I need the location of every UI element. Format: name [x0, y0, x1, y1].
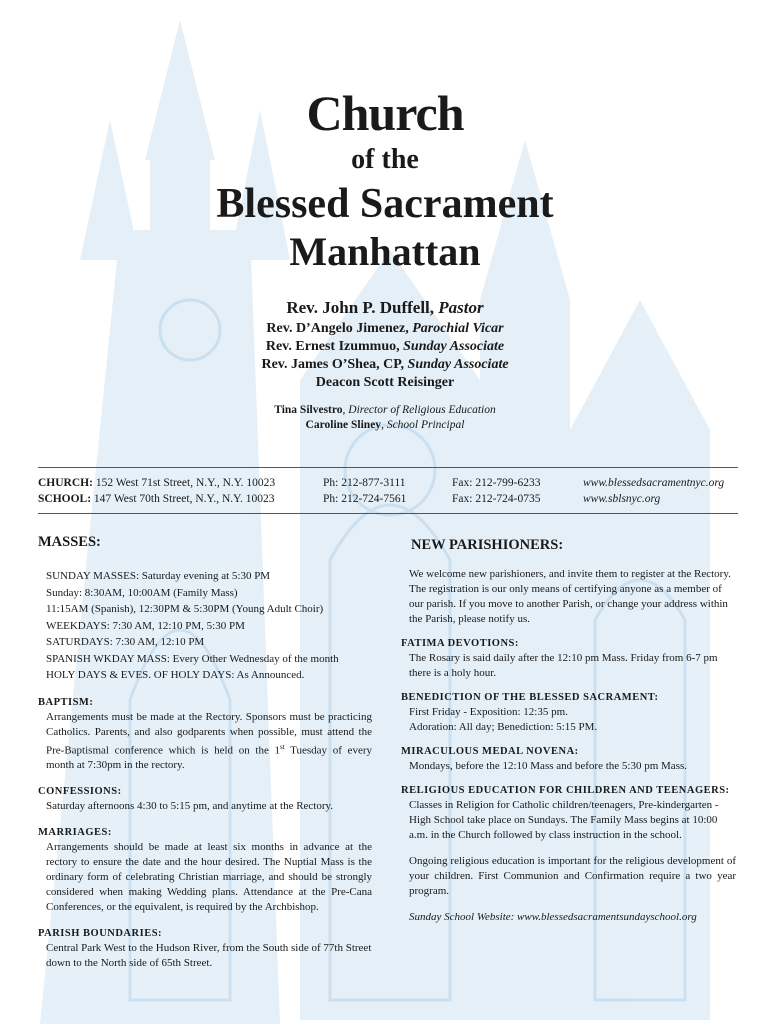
welcome-text: We welcome new parishioners, and invite them to register at the Rectory. The registration is our only means of certifying anyone as a member of our parish. If you move to another Parish, or change your address within the Parish, please notify us. — [409, 568, 731, 625]
baptism-text: Arrangements must be made at the Rectory. Sponsors must be practicing Catholics. Parents, and also godparents when possible, must attend the Pre-Baptismal conference which is held on the 1st Tuesday of every month at 7:30pm in the rectory. — [46, 710, 372, 772]
marriages-text: Arrangements should be made at least six months in advance at the rectory to ensure the date and the hour desired. The Nuptial Mass is the ordinary form of celebrating Christian marriage, and should be strongly considered when making Wedding plans. Attendance at the Pre-Cana Conferences, or the equivalent, is required by the Archbishop. — [46, 841, 372, 914]
pastor-line — [0, 298, 770, 318]
mass-line: SATURDAYS: 7:30 AM, 12:10 PM — [46, 636, 205, 648]
new-parishioners-heading: NEW PARISHIONERS: — [411, 537, 564, 553]
left-column — [38, 568, 372, 971]
medal-text: Mondays, before the 12:10 Mass and before the 5:30 pm Mass. — [409, 760, 688, 772]
associate1-name: Rev. Ernest Izummuo, — [265, 339, 400, 354]
church-fax: Fax: 212-799-6233 — [452, 477, 541, 489]
church-address: 152 West 71st Street, N.Y., N.Y. 10023 — [92, 477, 276, 489]
vicar-role: Parochial Vicar — [412, 321, 504, 336]
ongoing-text: Ongoing religious education is important for the religious development of your children. First Communion and Confirmation require a two year program. — [409, 855, 736, 897]
church-label: CHURCH: — [38, 477, 93, 489]
school-website-link[interactable]: www.sblsnyc.org — [583, 493, 661, 505]
mass-line: 11:15AM (Spanish), 12:30PM & 5:30PM (Young Adult Choir) — [46, 603, 324, 615]
mass-line: Sunday: 8:30AM, 10:00AM (Family Mass) — [46, 586, 238, 599]
clergy-list — [0, 320, 770, 392]
contact-top-divider — [38, 467, 738, 468]
church-phone: Ph: 212-877-3111 — [323, 477, 406, 489]
mass-schedule — [38, 568, 372, 684]
school-address: 147 West 70th Street, N.Y., N.Y. 10023 — [91, 493, 275, 505]
fatima-text: The Rosary is said daily after the 12:10 pm Mass. Friday from 6-7 pm there is a holy hour. — [409, 652, 718, 679]
contact-bottom-divider — [38, 513, 738, 514]
dre-name: Tina Silvestro — [274, 404, 343, 416]
vicar-name: Rev. D’Angelo Jimenez, — [266, 321, 409, 336]
boundaries-label: PARISH BOUNDARIES: — [38, 928, 163, 940]
associate2-name: Rev. James O’Shea, CP, — [261, 357, 405, 372]
baptism-label: BAPTISM: — [38, 696, 94, 708]
web-block — [583, 475, 724, 507]
dre-role: , Director of Religious Education — [342, 404, 496, 416]
title-church: Church — [306, 85, 464, 141]
religious-ed-label: RELIGIOUS EDUCATION FOR CHILDREN AND TEENAGERS: — [401, 785, 730, 796]
fax-block — [452, 475, 540, 507]
principal-role: , School Principal — [381, 419, 465, 431]
marriages-label: MARRIAGES: — [38, 827, 112, 839]
phone-block — [323, 475, 406, 507]
benediction-line: First Friday - Exposition: 12:35 pm. — [409, 706, 568, 718]
fatima-label: FATIMA DEVOTIONS: — [401, 638, 519, 649]
sunday-school-website-link[interactable]: Sunday School Website: www.blessedsacramentsundayschool.org — [409, 911, 697, 923]
masses-heading: MASSES: — [38, 534, 101, 550]
benediction-label: BENEDICTION OF THE BLESSED SACRAMENT: — [401, 692, 659, 703]
religious-ed-text: Classes in Religion for Catholic children/teenagers, Pre-kindergarten - High School take place on Sundays. The Family Mass begins at 10:00 a.m. in the Church followed by class instruction in the school. — [409, 799, 719, 841]
title-blessed-sacrament: Blessed Sacrament — [216, 181, 554, 227]
church-website-link[interactable]: www.blessedsacramentnyc.org — [583, 477, 725, 489]
title-of-the: of the — [351, 144, 419, 175]
school-phone: Ph: 212-724-7561 — [323, 493, 407, 505]
staff-list — [0, 403, 770, 433]
pastor-name: Rev. John P. Duffell, — [286, 298, 435, 317]
confessions-label: CONFESSIONS: — [38, 786, 122, 798]
address-block — [38, 475, 275, 507]
mass-line: SPANISH WKDAY MASS: Every Other Wednesday of the month — [46, 652, 339, 665]
right-column — [401, 567, 736, 925]
medal-label: MIRACULOUS MEDAL NOVENA: — [401, 746, 579, 757]
school-fax: Fax: 212-724-0735 — [452, 493, 541, 505]
boundaries-text: Central Park West to the Hudson River, from the South side of 77th Street down to the North side of 65th Street. — [46, 942, 372, 970]
pastor-role: Pastor — [438, 298, 484, 317]
benediction-line: Adoration: All day; Benediction: 5:15 PM. — [409, 721, 598, 733]
mass-line: WEEKDAYS: 7:30 AM, 12:10 PM, 5:30 PM — [46, 619, 245, 632]
title-manhattan: Manhattan — [289, 229, 481, 274]
principal-name: Caroline Sliney — [305, 419, 382, 431]
deacon-name: Deacon Scott Reisinger — [315, 375, 455, 390]
confessions-text: Saturday afternoons 4:30 to 5:15 pm, and anytime at the Rectory. — [46, 800, 334, 813]
mass-line: SUNDAY MASSES: Saturday evening at 5:30 PM — [46, 570, 271, 582]
school-label: SCHOOL: — [38, 493, 92, 505]
mass-line: HOLY DAYS & EVES. OF HOLY DAYS: As Announced. — [46, 669, 305, 681]
associate1-role: Sunday Associate — [403, 339, 505, 354]
associate2-role: Sunday Associate — [407, 357, 509, 372]
